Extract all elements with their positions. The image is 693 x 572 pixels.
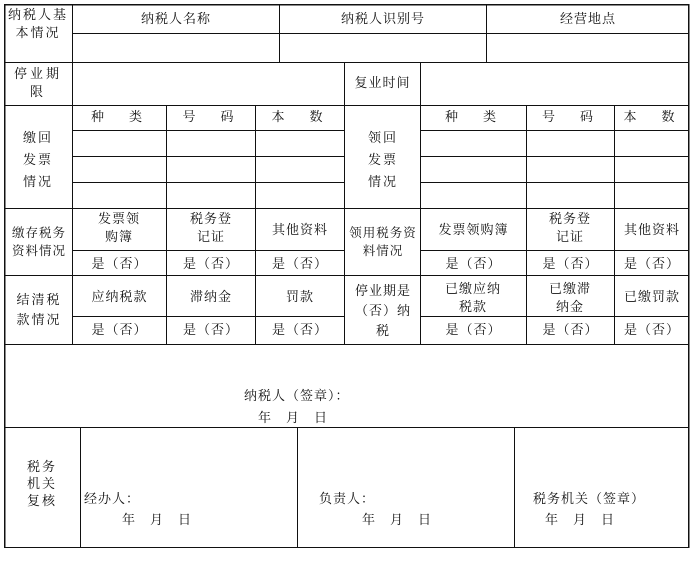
returned-invoice-count-header: 本 数 xyxy=(271,110,329,125)
settlement-item: 滞纳金 xyxy=(189,290,232,305)
deposit-status[interactable]: 是（否） xyxy=(271,257,328,272)
business-address-header: 经营地点 xyxy=(559,12,616,27)
returned-invoice-number-header: 号 码 xyxy=(182,110,240,125)
settlement-status[interactable]: 是（否） xyxy=(271,323,328,338)
receive-status[interactable]: 是（否） xyxy=(445,257,502,272)
deposit-item: 发票领购簿 xyxy=(97,212,140,245)
resume-time-label: 复业时间 xyxy=(354,76,411,91)
settlement-item: 应纳税款 xyxy=(91,290,148,305)
deposit-item: 税务登记证 xyxy=(189,212,232,245)
tax-authority-review-label: 税务机关复核 xyxy=(26,460,57,509)
taxpayer-name-header: 纳税人名称 xyxy=(140,12,211,27)
receive-item: 税务登记证 xyxy=(548,212,591,245)
basic-info-label: 纳税人基本情况 xyxy=(7,8,68,41)
receive-status[interactable]: 是（否） xyxy=(542,257,599,272)
resume-business-report-form xyxy=(4,4,690,548)
settlement-status[interactable]: 是（否） xyxy=(91,323,148,338)
period-tax-item: 已缴罚款 xyxy=(623,290,680,305)
period-tax-status[interactable]: 是（否） xyxy=(445,323,502,338)
taxpayer-signature-label[interactable]: 纳税人（签章）： xyxy=(244,389,350,404)
receive-docs-label: 领用税务资料情况 xyxy=(349,225,417,258)
settlement-item: 罚款 xyxy=(285,290,314,305)
manager-label[interactable]: 负责人： xyxy=(319,492,376,507)
handler-date[interactable]: 年 月 日 xyxy=(122,513,193,528)
received-invoice-label: 领回发票情况 xyxy=(367,131,398,190)
manager-date[interactable]: 年 月 日 xyxy=(362,513,433,528)
received-invoice-count-header: 本 数 xyxy=(623,110,681,125)
deposit-status[interactable]: 是（否） xyxy=(182,257,239,272)
receive-item: 发票领购簿 xyxy=(438,223,509,238)
period-tax-status[interactable]: 是（否） xyxy=(542,323,599,338)
period-tax-status[interactable]: 是（否） xyxy=(623,323,680,338)
settlement-status[interactable]: 是（否） xyxy=(182,323,239,338)
period-tax-item: 已缴滞纳金 xyxy=(548,282,591,315)
received-invoice-type-header: 种 类 xyxy=(444,110,502,125)
deposit-docs-label: 缴存税务资料情况 xyxy=(11,225,66,258)
receive-item: 其他资料 xyxy=(623,223,680,238)
period-tax-item: 已缴应纳税款 xyxy=(444,282,501,315)
deposit-status[interactable]: 是（否） xyxy=(91,257,148,272)
returned-invoice-type-header: 种 类 xyxy=(90,110,148,125)
taxpayer-signature-date[interactable]: 年 月 日 xyxy=(258,411,329,426)
taxpayer-id-header: 纳税人识别号 xyxy=(340,12,425,27)
period-tax-label: 停业期是（否）纳税 xyxy=(354,284,411,339)
deposit-item: 其他资料 xyxy=(271,223,328,238)
handler-label[interactable]: 经办人： xyxy=(84,492,141,507)
settlement-label: 结清税款情况 xyxy=(16,293,62,328)
received-invoice-number-header: 号 码 xyxy=(541,110,599,125)
returned-invoice-label: 缴回发票情况 xyxy=(22,131,53,190)
tax-authority-seal-label[interactable]: 税务机关（签章） xyxy=(533,492,646,507)
receive-status[interactable]: 是（否） xyxy=(623,257,680,272)
suspension-period-label: 停业期限 xyxy=(14,67,63,100)
tax-authority-seal-date[interactable]: 年 月 日 xyxy=(545,513,616,528)
